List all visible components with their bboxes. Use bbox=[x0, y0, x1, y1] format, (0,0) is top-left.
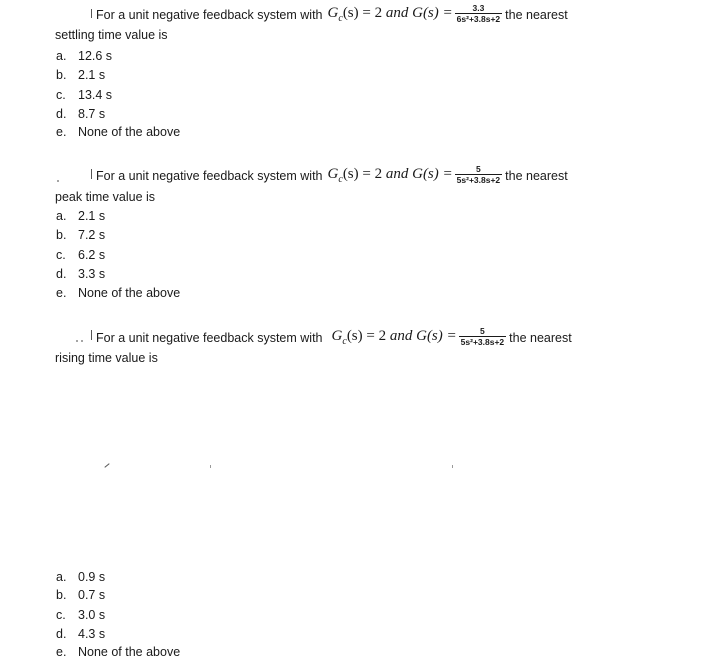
question-1-option-c[interactable]: c. 13.4 s bbox=[56, 88, 113, 102]
question-2-second-line: peak time value is bbox=[55, 190, 156, 204]
question-1-prefix: For a unit negative feedback system with bbox=[96, 7, 323, 22]
stray-mark bbox=[452, 465, 453, 468]
stray-dot bbox=[81, 340, 83, 342]
question-2-stem bbox=[96, 165, 568, 186]
question-3-option-d[interactable]: d. 4.3 s bbox=[56, 627, 106, 641]
question-1-stem bbox=[96, 4, 568, 25]
question-2-prefix: For a unit negative feedback system with bbox=[96, 168, 323, 183]
question-3-option-b[interactable]: b. 0.7 s bbox=[56, 588, 106, 602]
question-1-suffix: the nearest bbox=[505, 7, 568, 22]
question-2-option-c[interactable]: c. 6.2 s bbox=[56, 248, 106, 262]
question-3-option-e[interactable]: e. None of the above bbox=[56, 645, 181, 659]
question-2-fraction: $\frac{5}{\text{5s²+3.8s+2}}$ bbox=[456, 164, 501, 185]
question-2-option-b[interactable]: b. 7.2 s bbox=[56, 228, 106, 242]
question-1-option-a[interactable]: a. 12.6 s bbox=[56, 49, 113, 63]
stray-mark bbox=[210, 465, 211, 468]
question-1-math: $G_c(s) = 2$ and G(s) = bbox=[327, 5, 453, 24]
cursor-mark bbox=[91, 169, 92, 179]
question-2-suffix: the nearest bbox=[505, 168, 568, 183]
stray-mark bbox=[104, 463, 109, 468]
question-1-option-d[interactable]: d. 8.7 s bbox=[56, 107, 106, 121]
question-3-stem bbox=[96, 327, 572, 348]
stray-dot bbox=[76, 340, 78, 342]
question-2-option-d[interactable]: d. 3.3 s bbox=[56, 267, 106, 281]
question-3-fraction: $\frac{5}{\text{5s²+3.8s+2}}$ bbox=[460, 326, 505, 347]
question-1-option-b[interactable]: b. 2.1 s bbox=[56, 68, 106, 82]
question-3-suffix: the nearest bbox=[509, 330, 572, 345]
cursor-mark bbox=[91, 330, 92, 340]
question-3-prefix: For a unit negative feedback system with bbox=[96, 330, 323, 345]
question-2-option-e[interactable]: e. None of the above bbox=[56, 286, 181, 300]
cursor-mark bbox=[91, 9, 92, 18]
question-2-option-a[interactable]: a. 2.1 s bbox=[56, 209, 106, 223]
question-1-second-line: settling time value is bbox=[55, 28, 168, 42]
stray-dot bbox=[57, 180, 59, 182]
question-1-fraction: $\frac{3.3}{\text{6s²+3.8s+2}}$ bbox=[456, 3, 501, 24]
question-3-math: $G_c(s) = 2$ and G(s) = bbox=[331, 328, 457, 347]
question-2-math: $G_c(s) = 2$ and G(s) = bbox=[327, 166, 453, 185]
question-3-option-a[interactable]: a. 0.9 s bbox=[56, 570, 106, 584]
question-1-option-e[interactable]: e. None of the above bbox=[56, 125, 181, 139]
question-3-option-c[interactable]: c. 3.0 s bbox=[56, 608, 106, 622]
question-3-second-line: rising time value is bbox=[55, 351, 158, 365]
